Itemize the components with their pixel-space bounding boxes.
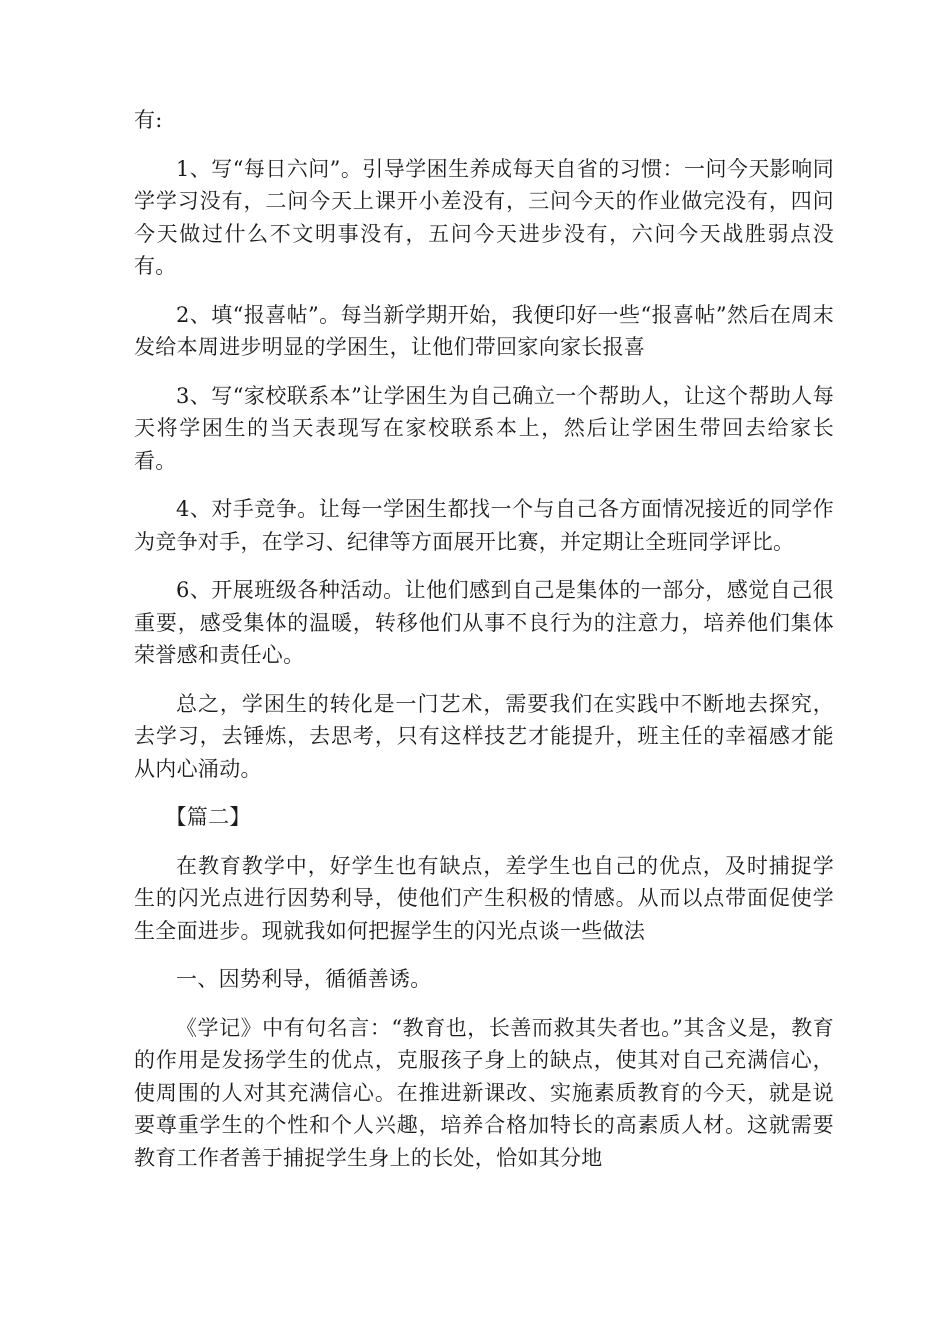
section-heading: 【篇二】: [165, 805, 251, 829]
document-body: [134, 104, 834, 1190]
paragraph-item-3: 3、写“家校联系本”让学困生为自己确立一个帮助人，让这个帮助人每天将学困生的当天表现写在家校联系本上，然后让学困生带回去给家长看。: [134, 383, 834, 473]
paragraph-item-1: 1、写“每日六问”。引导学困生养成每天自省的习惯：一问今天影响同学学习没有，二问今天上课开小差没有，三问今天的作业做完没有，四问今天做过什么不文明事没有，五问今天进步没有，六问今天战胜弱点没有。: [134, 156, 834, 278]
subheading-1: 一、因势利导，循循善诱。: [176, 967, 432, 991]
paragraph-xueji: 《学记》中有句名言：“教育也，长善而救其失者也。”其含义是，教育的作用是发扬学生的优点，克服孩子身上的缺点，使其对自己充满信心，使周围的人对其充满信心。在推进新课改、实施素质教育的今天，就是说要尊重学生的个性和个人兴趣，培养合格加特长的高素质人材。这就需要教育工作者善于捕捉学生身上的长处，恰如其分地: [134, 1015, 834, 1170]
paragraph-item-2: 2、填“报喜帖”。每当新学期开始，我便印好一些“报喜帖”然后在周末发给本周进步明显的学困生，让他们带回家向家长报喜: [134, 302, 834, 359]
paragraph-item-6: 6、开展班级各种活动。让他们感到自己是集体的一部分，感觉自己很重要，感受集体的温暖，转移他们从事不良行为的注意力，培养他们集体荣誉感和责任心。: [134, 578, 834, 667]
paragraph-continuation: 有:: [134, 108, 163, 132]
paragraph-summary: 总之，学困生的转化是一门艺术，需要我们在实践中不断地去探究，去学习，去锤炼，去思考，只有这样技艺才能提升，班主任的幸福感才能从内心涌动。: [134, 691, 834, 781]
paragraph-intro: 在教育教学中，好学生也有缺点，差学生也自己的优点，及时捕捉学生的闪光点进行因势利导，使他们产生积极的情感。从而以点带面促使学生全面进步。现就我如何把握学生的闪光点谈一些做法: [134, 853, 834, 943]
paragraph-item-4: 4、对手竞争。让每一学困生都找一个与自己各方面情况接近的同学作为竞争对手，在学习、纪律等方面展开比赛，并定期让全班同学评比。: [134, 497, 834, 554]
